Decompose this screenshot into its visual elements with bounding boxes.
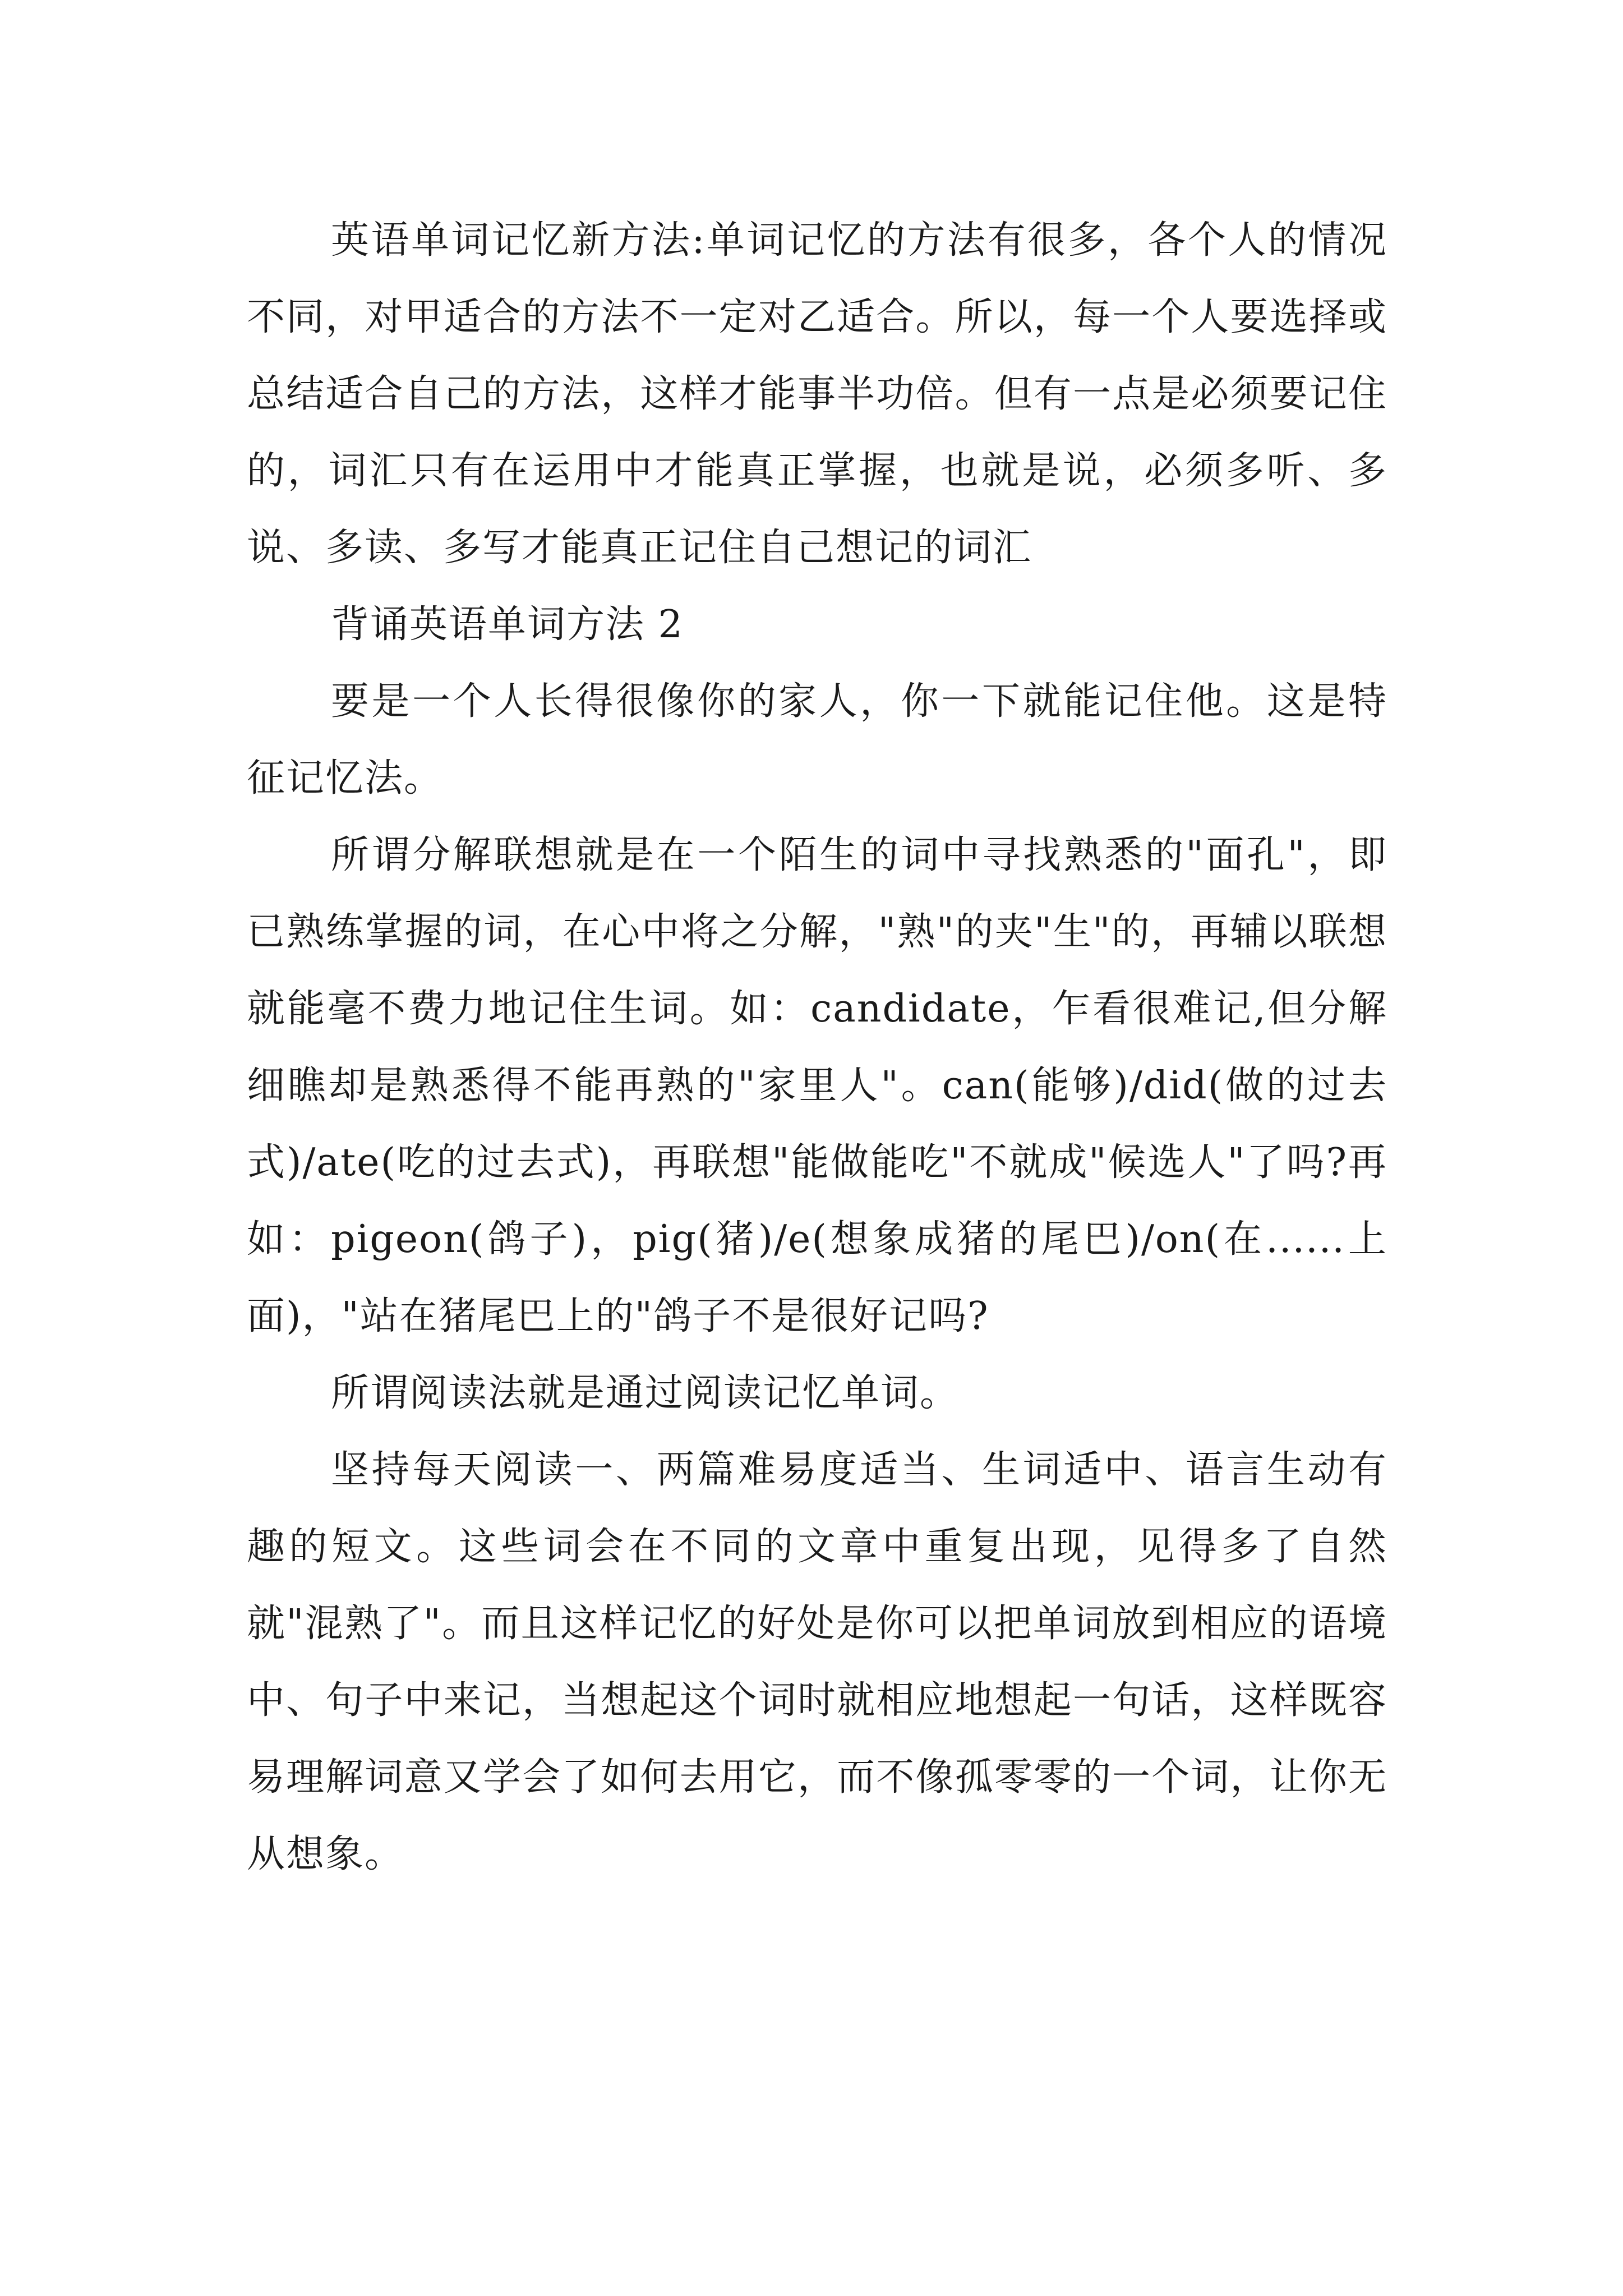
document-body xyxy=(247,202,1387,1893)
paragraph-memory-methods: 英语单词记忆新方法:单词记忆的方法有很多，各个人的情况不同，对甲适合的方法不一定对乙适合。所以，每一个人要选择或总结适合自己的方法，这样才能事半功倍。但有一点是必须要记住的，词汇只有在运用中才能真正掌握，也就是说，必须多听、多说、多读、多写才能真正记住自己想记的词汇 xyxy=(247,218,1387,570)
paragraph-daily-reading: 坚持每天阅读一、两篇难易度适当、生词适中、语言生动有趣的短文。这些词会在不同的文章中重复出现，见得多了自然就"混熟了"。而且这样记忆的好处是你可以把单词放到相应的语境中、句子中来记，当想起这个词时就相应地想起一句话，这样既容易理解词意又学会了如何去用它，而不像孤零零的一个词，让你无从想象。 xyxy=(247,1448,1387,1876)
paragraph-reading-method: 所谓阅读法就是通过阅读记忆单词。 xyxy=(331,1371,960,1415)
section-heading: 背诵英语单词方法 2 xyxy=(331,602,684,647)
paragraph-feature-memory: 要是一个人长得很像你的家人，你一下就能记住他。这是特征记忆法。 xyxy=(247,679,1387,800)
paragraph-decomposition: 所谓分解联想就是在一个陌生的词中寻找熟悉的"面孔"，即已熟练掌握的词，在心中将之分解，"熟"的夹"生"的，再辅以联想就能毫不费力地记住生词。如：candidate，乍看很难记,但分解细瞧却是熟悉得不能再熟的"家里人"。can(能够)/did(做的过去式)/ate(吃的过去式)，再联想"能做能吃"不就成"候选人"了吗?再如：pigeon(鸽子)，pig(猪)/e(想象成猪的尾巴)/on(在......上面)，"站在猪尾巴上的"鸽子不是很好记吗? xyxy=(247,833,1387,1338)
